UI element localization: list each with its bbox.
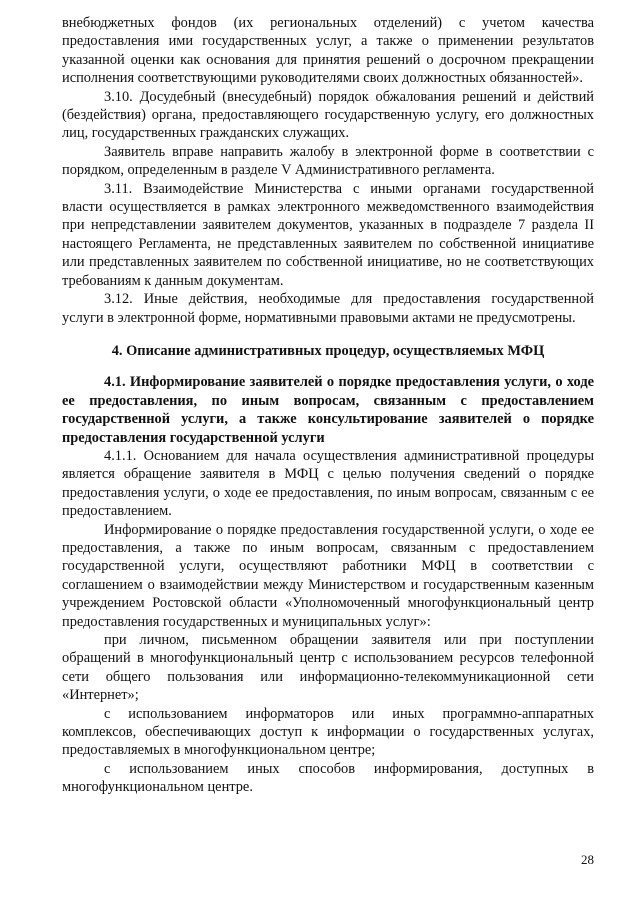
paragraph-3-12: 3.12. Иные действия, необходимые для предоставления государственной услуги в электронной форме, нормативными правовыми актами не предусмотрены.	[62, 291, 594, 326]
section-heading: 4. Описание административных процедур, осуществляемых МФЦ	[111, 342, 545, 359]
paragraph-informing: Информирование о порядке предоставления государственной услуги, о ходе ее предоставления, а также по иным вопросам, связанным с предоставлением государственной услуги, осуществляют работники МФЦ в соответствии с соглашением о взаимодействии между Министерством и государственным казенным учреждением Ростовской области «Уполномоченный многофункциональный центр предоставления государственных и муниципальных услуг»:	[62, 521, 594, 630]
paragraph-4-1-1: 4.1.1. Основанием для начала осуществления административной процедуры является обращение заявителя в МФЦ с целью получения сведений о порядке предоставления услуги, о ходе ее предоставления, по иным вопросам, связанным с ее предоставлением.	[62, 447, 594, 520]
paragraph-3-11: 3.11. Взаимодействие Министерства с иными органами государственной власти осуществляется в рамках электронного межведомственного взаимодействия при непредставлении заявителем документов, указанных в подразделе 7 раздела II настоящего Регламента, не представленных заявителем по собственной инициативе или представленных заявителем по собственной инициативе, но не соответствующих требованиям к данным документам.	[62, 180, 594, 289]
page-number: 28	[581, 852, 594, 867]
paragraph-3-10: 3.10. Досудебный (внесудебный) порядок обжалования решений и действий (бездействия) органа, предоставляющего государственную услугу, его должностных лиц, государственных гражданских служащих.	[62, 88, 594, 142]
paragraph-complaint: Заявитель вправе направить жалобу в электронной форме в соответствии с порядком, определенным в разделе V Административного регламента.	[62, 143, 594, 179]
paragraph-continuation: внебюджетных фондов (их региональных отделений) с учетом качества предоставления ими государственных услуг, а также о применении результатов указанной оценки как основания для принятия решений о досрочном прекращении исполнения соответствующими руководителями своих должностных обязанностей».	[62, 15, 594, 87]
paragraph-personal-request: при личном, письменном обращении заявителя или при поступлении обращений в многофункциональный центр с использованием ресурсов телефонной сети общего пользования или информационно-телекоммуникационной сети «Интернет»;	[62, 632, 594, 704]
subsection-heading: 4.1. Информирование заявителей о порядке предоставления услуги, о ходе ее предоставления, по иным вопросам, связанным с предоставлением государственной услуги, а также консультирование заявителей о порядке предоставления государственной услуги	[62, 374, 594, 446]
paragraph-informators: с использованием информаторов или иных программно-аппаратных комплексов, обеспечивающих доступ к информации о государственных услугах, предоставляемых в многофункциональном центре;	[62, 705, 594, 759]
document-page	[62, 14, 594, 797]
paragraph-other-methods: с использованием иных способов информирования, доступных в многофункциональном центре.	[62, 760, 594, 796]
